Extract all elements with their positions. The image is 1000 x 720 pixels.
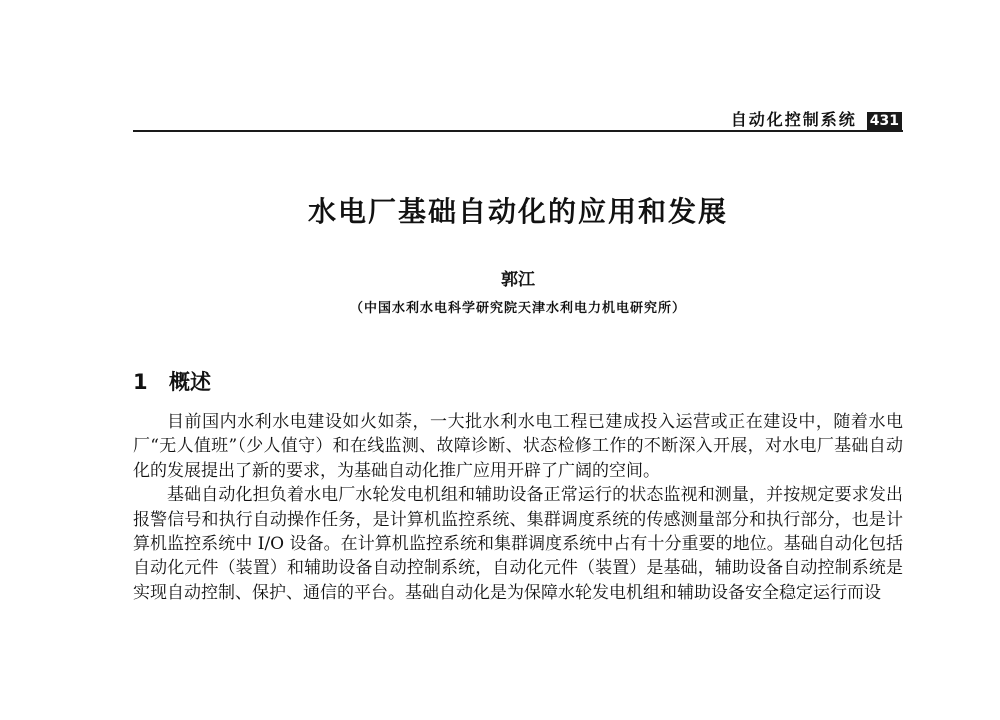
paragraph-2: 基础自动化担负着水电厂水轮发电机组和辅助设备正常运行的状态监视和测量，并按规定要求发出报警信号和执行自动操作任务，是计算机监控系统、集群调度系统的传感测量部分和执行部分，也是计算机监控系统中 I/O 设备。在计算机监控系统和集群调度系统中占有十分重要的地位。基础自动化包括自动化元件（装置）和辅助设备自动控制系统，自动化元件（装置）是基础，辅助设备自动控制系统是实现自动控制、保护、通信的平台。基础自动化是为保障水轮发电机组和辅助设备安全稳定运行而设 <box>133 485 903 603</box>
author-name: 郭江 <box>501 270 535 290</box>
paragraph-1: 目前国内水利水电建设如火如荼，一大批水利水电工程已建成投入运营或正在建设中，随着水电厂“无人值班”（少人值守）和在线监测、故障诊断、状态检修工作的不断深入开展，对水电厂基础自动化的发展提出了新的要求，为基础自动化推广应用开辟了广阔的空间。 <box>133 412 903 481</box>
author-affiliation: （中国水利水电科学研究院天津水利电力机电研究所） <box>349 301 686 316</box>
section-heading <box>133 366 211 398</box>
article-title: 水电厂基础自动化的应用和发展 <box>307 195 728 228</box>
section-title: 概述 <box>169 370 211 394</box>
running-header <box>600 108 902 132</box>
body-text <box>133 410 903 605</box>
page-number: 431 <box>867 112 902 130</box>
header-rule <box>133 130 903 132</box>
running-header-title: 自动化控制系统 <box>730 110 857 129</box>
section-number: 1 <box>133 370 148 394</box>
